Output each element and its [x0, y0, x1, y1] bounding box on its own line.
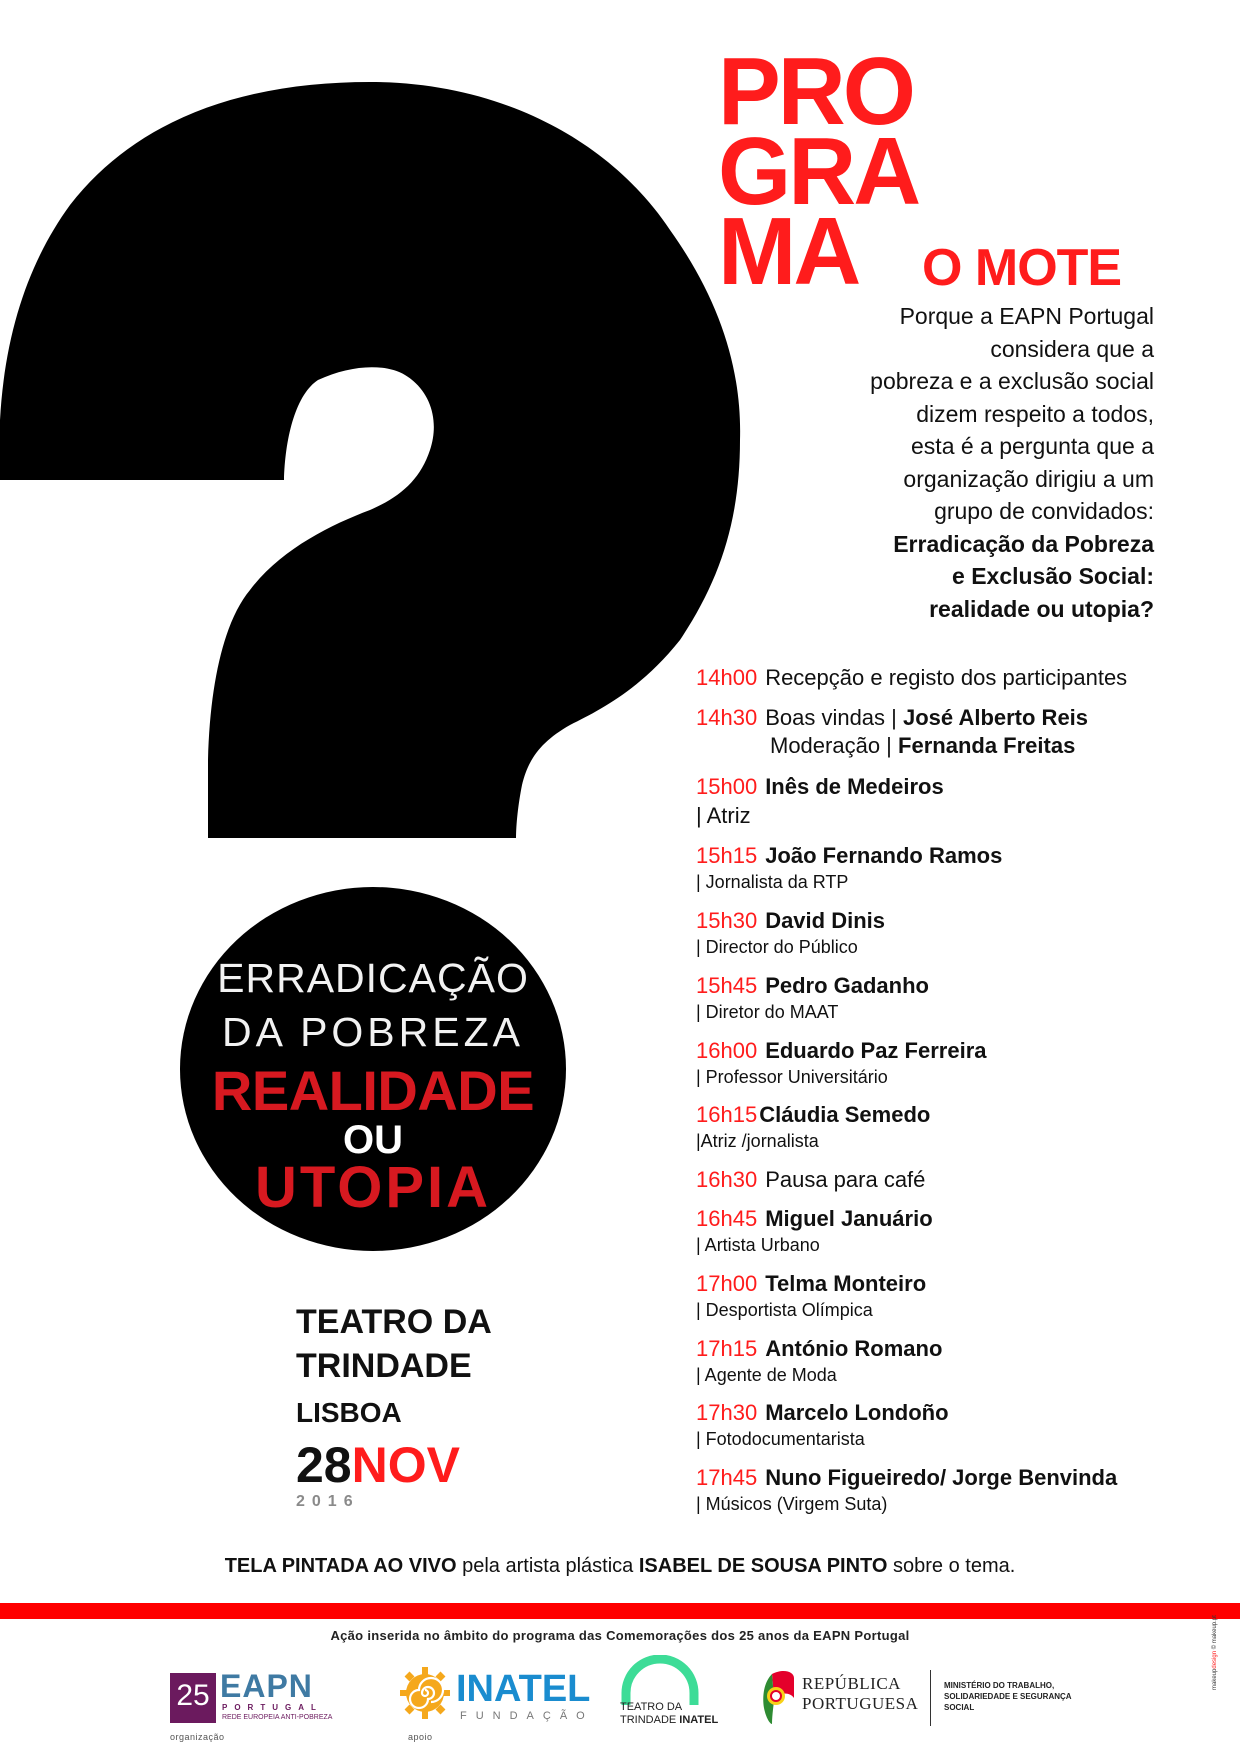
schedule-name: Inês de Medeiros: [765, 774, 944, 799]
schedule-item: [696, 972, 1216, 1024]
mote-line: esta é a pergunta que a: [911, 433, 1154, 459]
teatro-line-1: TEATRO DA: [620, 1701, 683, 1713]
teatro-inatel: INATEL: [679, 1714, 719, 1726]
schedule-time: 15h30: [696, 908, 758, 933]
schedule-time: 16h45: [696, 1206, 758, 1231]
schedule-name: Fernanda Freitas: [898, 733, 1076, 758]
schedule-name: Cláudia Semedo: [759, 1102, 931, 1127]
schedule-label: Boas vindas |: [765, 705, 897, 730]
schedule-name: Telma Monteiro: [765, 1271, 927, 1296]
badge-line-ou: OU: [343, 1118, 403, 1162]
mote-line: considera que a: [990, 335, 1154, 362]
mote-question-line: Erradicação da Pobreza: [893, 530, 1154, 557]
schedule-item: [696, 664, 1216, 692]
schedule-item: [696, 1399, 1216, 1451]
schedule-role: | Atriz: [696, 803, 751, 828]
schedule-item: [696, 1037, 1216, 1089]
schedule-time: 17h15: [696, 1336, 758, 1361]
badge-line-erradicacao: ERRADICAÇÃO: [217, 955, 529, 1001]
live-painting-text: sobre o tema.: [887, 1555, 1016, 1577]
credit-part: © makeup.pt: [1212, 1615, 1218, 1651]
republica-line-1: REPÚBLICA: [802, 1674, 901, 1693]
schedule-time: 17h45: [696, 1465, 758, 1490]
venue-name-line-2: TRINDADE: [296, 1347, 472, 1385]
schedule-role: | Agente de Moda: [696, 1365, 837, 1385]
schedule-role: | Músicos (Virgem Suta): [696, 1494, 888, 1514]
schedule-role: | Professor Universitário: [696, 1067, 888, 1087]
live-painting-text: pela artista plástica: [456, 1555, 639, 1577]
mote-line: pobreza e a exclusão social: [870, 368, 1154, 394]
artist-name: ISABEL DE SOUSA PINTO: [638, 1555, 888, 1577]
schedule-item: [696, 704, 1216, 760]
programa-title-line-2: GRA: [718, 118, 919, 225]
programa-title-line-3: MA: [718, 198, 859, 305]
schedule-name: David Dinis: [765, 908, 885, 933]
badge-line-pobreza: DA POBREZA: [221, 1009, 524, 1055]
schedule-item: [696, 1270, 1216, 1322]
schedule-item: [696, 1464, 1216, 1516]
schedule-name: Marcelo Londoño: [765, 1400, 949, 1425]
teatro-trindade-logo: [618, 1655, 728, 1735]
schedule-role: | Diretor do MAAT: [696, 1002, 839, 1022]
ministry-line-3: SOCIAL: [944, 1703, 975, 1712]
anniversary-note: Ação inserida no âmbito do programa das Comemorações dos 25 anos da EAPN Portugal: [330, 1628, 910, 1643]
teatro-arch-icon: [620, 1655, 700, 1707]
inatel-sun-icon: [398, 1665, 452, 1721]
eapn-logo: [170, 1668, 333, 1723]
schedule-role: | Fotodocumentarista: [696, 1429, 865, 1449]
eapn-name: EAPN: [220, 1668, 313, 1704]
eapn-country: PORTUGAL: [222, 1703, 323, 1712]
schedule-role: |Atriz /jornalista: [696, 1131, 819, 1151]
mote-question-line: realidade ou utopia?: [929, 595, 1154, 622]
mote-line: Porque a EAPN Portugal: [899, 303, 1154, 329]
schedule-item: [696, 842, 1216, 894]
logo-separator: [930, 1670, 931, 1726]
credit-part: design: [1212, 1650, 1218, 1669]
badge-text: [180, 887, 566, 1251]
schedule-item: [696, 773, 1216, 831]
badge-line-utopia: UTOPIA: [254, 1155, 492, 1220]
schedule-role: | Director do Público: [696, 937, 858, 957]
event-date: [296, 1437, 492, 1493]
schedule-time: 16h30: [696, 1167, 758, 1192]
republica-portuguesa-logo: [762, 1668, 1072, 1728]
event-month: NOV: [351, 1437, 460, 1493]
schedule-text: Recepção e registo dos participantes: [765, 665, 1128, 690]
schedule-name: Pedro Gadanho: [765, 973, 929, 998]
schedule-time: 15h45: [696, 973, 758, 998]
eapn-tagline: REDE EUROPEIA ANTI-POBREZA: [222, 1714, 333, 1721]
schedule-name: José Alberto Reis: [903, 705, 1089, 730]
schedule-item: [696, 907, 1216, 959]
schedule-label: Moderação |: [770, 733, 892, 758]
credit-part: makeup: [1212, 1668, 1218, 1690]
schedule-text: Pausa para café: [765, 1167, 926, 1192]
schedule-item: [696, 1335, 1216, 1387]
schedule-time: 14h30: [696, 705, 758, 730]
schedule-time: 17h00: [696, 1271, 758, 1296]
support-caption: apoio: [408, 1732, 433, 1742]
designer-credit: [1212, 1615, 1218, 1690]
mote-heading: O MOTE: [922, 239, 1122, 297]
schedule-time: 17h30: [696, 1400, 758, 1425]
programa-title-line-1: PRO: [718, 38, 914, 145]
mote-line: dizem respeito a todos,: [916, 400, 1154, 427]
event-day: 28: [296, 1437, 352, 1493]
mote-line: grupo de convidados:: [934, 498, 1154, 524]
schedule-time: 15h15: [696, 843, 758, 868]
programa-title: [718, 38, 919, 305]
venue-city: LISBOA: [296, 1397, 402, 1428]
ministry-line-2: SOLIDARIEDADE E SEGURANÇA: [944, 1692, 1072, 1701]
schedule-item: [696, 1101, 1216, 1153]
schedule-item: [696, 1205, 1216, 1257]
venue-name-line-1: TEATRO DA: [296, 1303, 492, 1341]
mote-paragraph: [714, 300, 1154, 625]
schedule-time: 16h00: [696, 1038, 758, 1063]
event-year: 2016: [296, 1493, 360, 1510]
inatel-name: INATEL: [456, 1668, 591, 1710]
schedule-role: | Desportista Olímpica: [696, 1300, 873, 1320]
mote-question-line: e Exclusão Social:: [952, 563, 1154, 589]
venue-block: [296, 1300, 492, 1512]
schedule-name: Miguel Januário: [765, 1206, 933, 1231]
badge-line-realidade: REALIDADE: [211, 1059, 535, 1122]
schedule-item: [696, 1166, 1216, 1194]
live-painting-note: [0, 1552, 1240, 1580]
teatro-line-2: TRINDADE: [620, 1714, 680, 1726]
eapn-25-badge: 25: [170, 1673, 216, 1723]
mote-line: organização dirigiu a um: [903, 465, 1154, 492]
schedule-role: | Jornalista da RTP: [696, 872, 849, 892]
inatel-logo: [398, 1665, 594, 1725]
portugal-flag-emblem-icon: [762, 1668, 796, 1726]
schedule-time: 16h15: [696, 1102, 758, 1127]
schedule-name: Eduardo Paz Ferreira: [765, 1038, 987, 1063]
schedule-name: Nuno Figueiredo/ Jorge Benvinda: [765, 1465, 1118, 1490]
live-painting-title: TELA PINTADA AO VIVO: [224, 1555, 457, 1577]
inatel-sub: FUNDAÇÃO: [460, 1710, 594, 1722]
schedule-name: António Romano: [765, 1336, 943, 1361]
red-divider-band: [0, 1603, 1240, 1619]
ministry-line-1: MINISTÉRIO DO TRABALHO,: [944, 1681, 1055, 1690]
organization-caption: organização: [170, 1732, 225, 1742]
schedule-time: 14h00: [696, 665, 758, 690]
schedule-role: | Artista Urbano: [696, 1235, 820, 1255]
republica-line-2: PORTUGUESA: [802, 1694, 919, 1713]
schedule-name: João Fernando Ramos: [765, 843, 1003, 868]
schedule-time: 15h00: [696, 774, 758, 799]
